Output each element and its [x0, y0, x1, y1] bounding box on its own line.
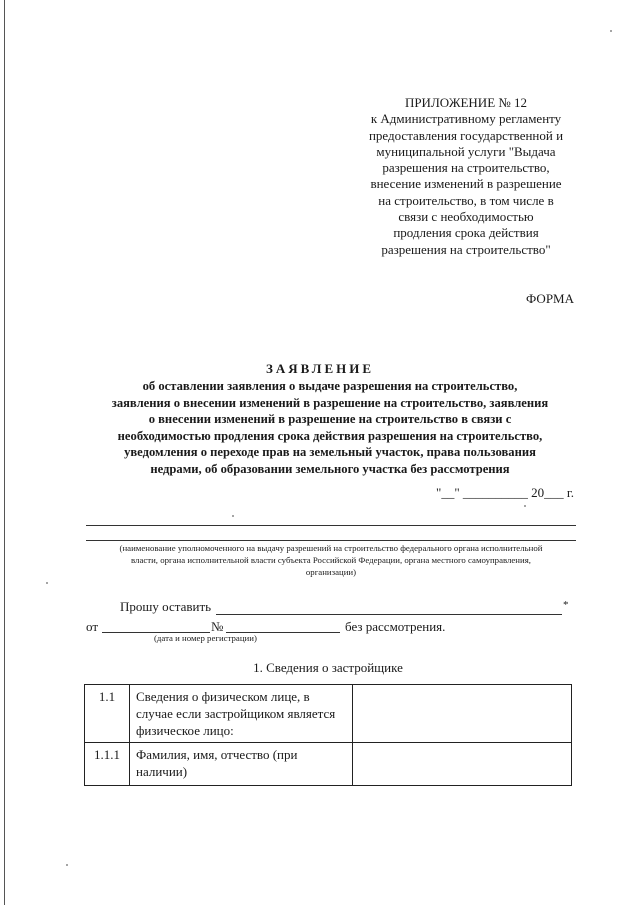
subtitle-line: заявления о внесении изменений в разрешение на строительство, заявления — [111, 395, 549, 410]
subtitle-line: уведомления о переходе прав на земельный участок, права пользования — [124, 445, 536, 459]
request-ask-text: Прошу оставить — [120, 599, 212, 614]
date-field[interactable]: "__" __________ 20___ г. — [436, 485, 574, 500]
appendix-line: муниципальной услуги "Выдача — [376, 143, 556, 159]
row-description: Сведения о физическом лице, в случае если застройщиком является физическое лицо: — [130, 685, 353, 743]
row-description: Фамилия, имя, отчество (при наличии) — [130, 743, 353, 786]
number-sign: № — [211, 619, 224, 634]
row-number: 1.1.1 — [85, 743, 130, 786]
scan-speck — [610, 30, 612, 32]
caption-line: власти, органа исполнительной власти субъекта Российской Федерации, органа местного самоуправления, — [131, 555, 531, 566]
subtitle-line: необходимостью продления срока действия разрешения на строительство, — [117, 428, 543, 443]
caption-line: (наименование уполномоченного на выдачу разрешений на строительство федерального органа исполнительной — [119, 543, 543, 553]
row-number: 1.1 — [85, 685, 130, 743]
row-value-cell[interactable] — [353, 743, 572, 786]
subtitle-line: об оставлении заявления о выдаче разрешения на строительство, — [142, 379, 518, 393]
section-heading: 1. Сведения о застройщике — [253, 660, 403, 675]
document-title: ЗАЯВЛЕНИЕ — [265, 361, 375, 376]
appendix-line: связи с необходимостью — [398, 209, 534, 225]
registration-caption: (дата и номер регистрации) — [154, 633, 257, 643]
authority-caption — [86, 542, 576, 579]
footnote-asterisk: * — [563, 599, 569, 611]
appendix-line: продления срока действия — [393, 225, 539, 241]
appendix-line: разрешения на строительство, — [382, 160, 550, 176]
page-scan-edge — [4, 0, 5, 905]
appendix-line: к Административному регламенту — [370, 111, 562, 127]
request-from-text: от — [86, 619, 99, 634]
form-label: ФОРМА — [526, 291, 574, 306]
authority-line-1[interactable] — [86, 525, 576, 526]
document-subtitle — [60, 378, 600, 477]
row-value-cell[interactable] — [353, 685, 572, 743]
request-tail-text: без рассмотрения. — [345, 619, 446, 634]
table-row — [85, 743, 572, 786]
appendix-line: предоставления государственной и — [368, 127, 564, 143]
appendix-header — [356, 95, 576, 258]
caption-line: организации) — [305, 567, 357, 578]
appendix-line: разрешения на строительство" — [381, 241, 551, 257]
request-subject-field[interactable] — [216, 614, 562, 615]
developer-info-table — [84, 684, 572, 786]
scan-speck — [66, 864, 68, 866]
subtitle-line: о внесении изменений в разрешение на строительство в связи с — [148, 412, 512, 426]
appendix-line: внесение изменений в разрешение — [370, 176, 562, 192]
scan-speck — [524, 505, 526, 507]
table-row — [85, 685, 572, 743]
authority-line-2[interactable] — [86, 540, 576, 541]
appendix-line: ПРИЛОЖЕНИЕ № 12 — [404, 95, 528, 110]
subtitle-line: недрами, об образовании земельного участка без рассмотрения — [150, 461, 510, 476]
scan-speck — [46, 582, 48, 584]
appendix-line: на строительство, в том числе в — [378, 192, 554, 208]
scan-speck — [232, 515, 234, 517]
